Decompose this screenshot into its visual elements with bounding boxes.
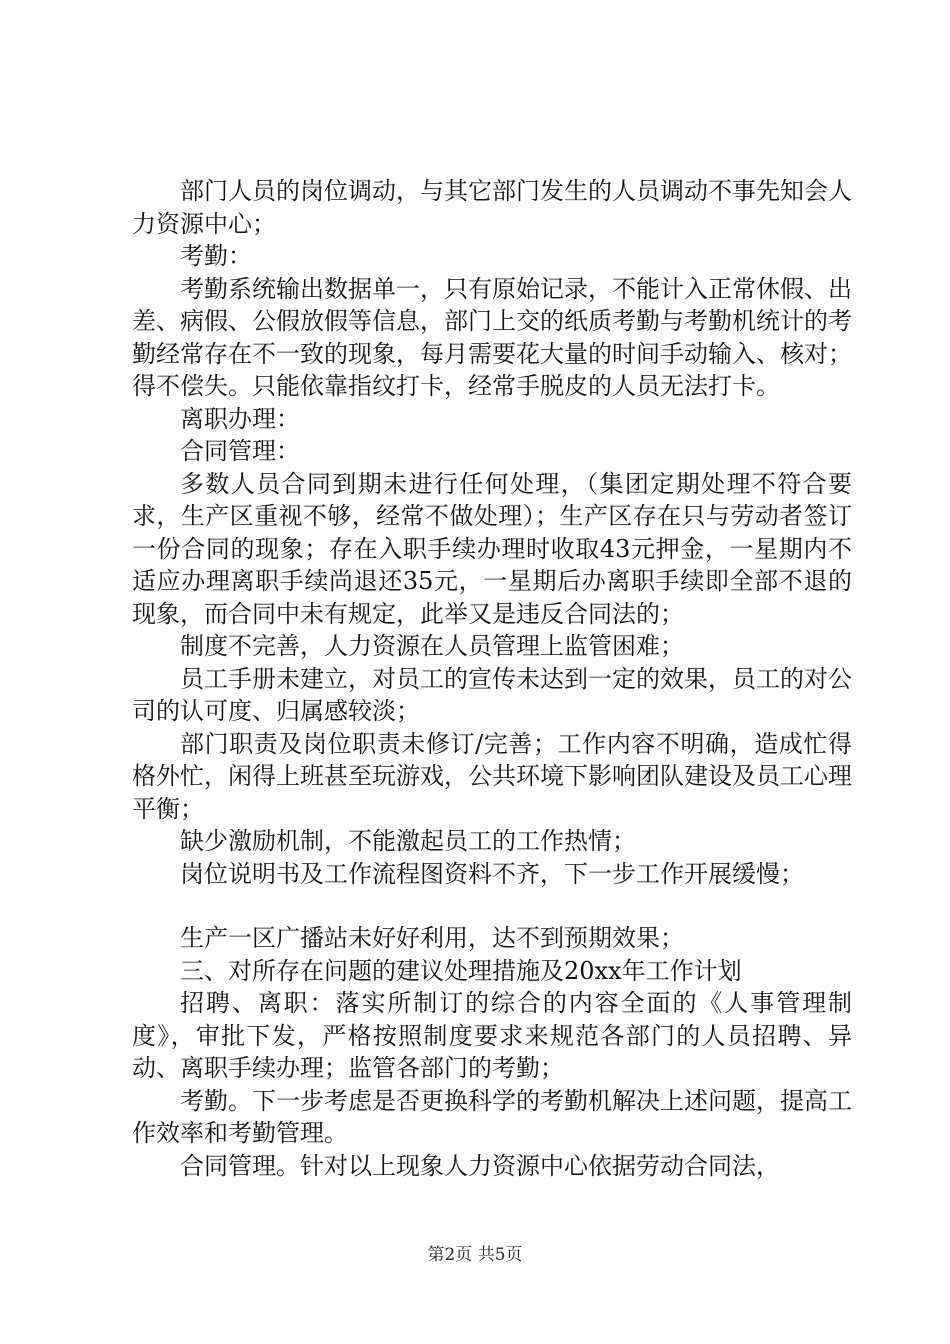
paragraph-job-duties: 部门职责及岗位职责未修订/完善；工作内容不明确，造成忙得格外忙，闲得上班甚至玩游戏，公共环境下影响团队建设及员工心理平衡； [132,729,852,823]
paragraph-attendance-heading: 考勤： [180,242,252,270]
paragraph-system-incomplete: 制度不完善，人力资源在人员管理上监管困难； [180,632,684,660]
paragraph-attendance-issues: 考勤系统输出数据单一，只有原始记录，不能计入正常休假、出差、病假、公假放假等信息，部门上交的纸质考勤与考勤机统计的考勤经常存在不一致的现象，每月需要花大量的时间手动输入、核对；得不偿失。只能依靠指纹打卡，经常手脱皮的人员无法打卡。 [132,274,852,400]
paragraph-contract-heading: 合同管理： [180,437,300,465]
paragraph-job-description: 岗位说明书及工作流程图资料不齐，下一步工作开展缓慢； [180,859,804,888]
paragraph-incentive: 缺少激励机制，不能激起员工的工作热情； [180,827,636,855]
paragraph-employee-handbook: 员工手册未建立，对员工的宣传未达到一定的效果，员工的对公司的认可度、归属感较淡； [132,664,852,725]
paragraph-resignation-heading: 离职办理： [180,404,300,433]
page-footer [0,1240,950,1265]
paragraph-contract-issues: 多数人员合同到期未进行任何处理，（集团定期处理不符合要求，生产区重视不够，经常不做处理）；生产区存在只与劳动者签订一份合同的现象；存在入职手续办理时收取43元押金，一星期内不适应办理离职手续尚退还35元，一星期后办离职手续即全部不退的现象，而合同中未有规定，此举又是违反合同法的； [132,469,852,628]
paragraph-gap [132,890,852,922]
paragraph-contract-plan: 合同管理。针对以上现象人力资源中心依据劳动合同法， [180,1151,780,1180]
document-body [132,175,852,1182]
page-number: 第2页 共5页 [427,1245,523,1265]
paragraph-recruitment-plan: 招聘、离职：落实所制订的综合的内容全面的《人事管理制度》，审批下发，严格按照制度要求来规范各部门的人员招聘、异动、离职手续办理；监管各部门的考勤； [132,989,852,1082]
paragraph-broadcast: 生产一区广播站未好好利用，达不到预期效果； [180,924,684,952]
paragraph-attendance-plan: 考勤。下一步考虑是否更换科学的考勤机解决上述问题，提高工作效率和考勤管理。 [132,1086,852,1147]
paragraph-transfer: 部门人员的岗位调动，与其它部门发生的人员调动不事先知会人力资源中心； [132,177,852,238]
section-heading-measures: 三、对所存在问题的建议处理措施及20xx年工作计划 [180,956,742,985]
